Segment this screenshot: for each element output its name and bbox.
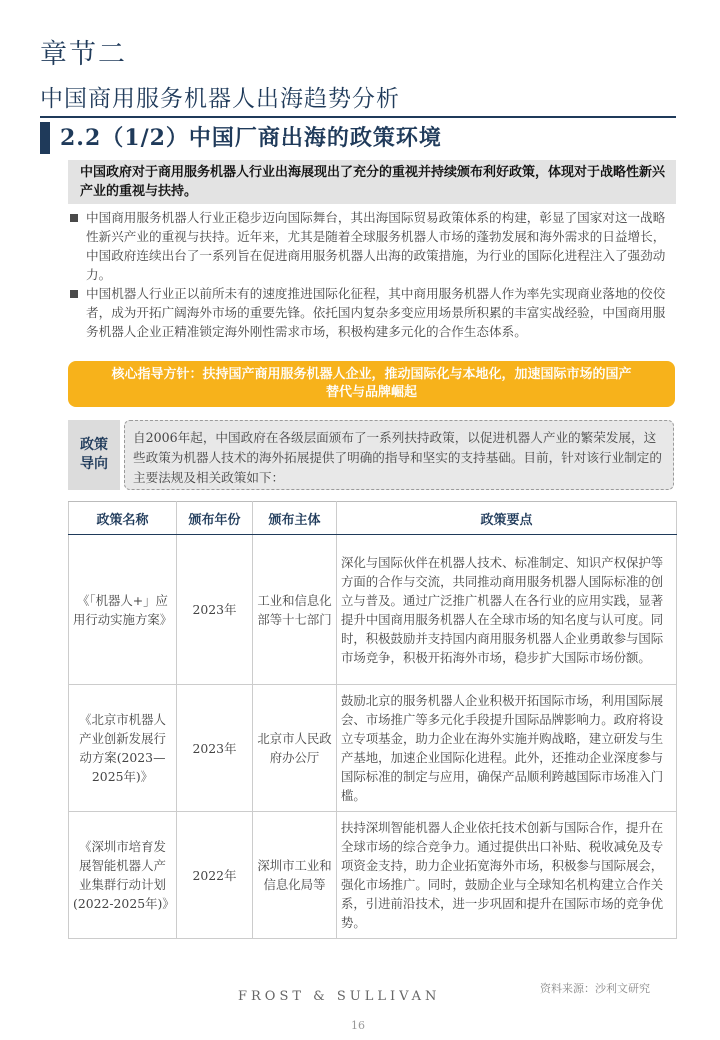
table-header-row xyxy=(69,502,677,535)
list-item xyxy=(68,208,674,284)
policy-issuer: 工业和信息化部等十七部门 xyxy=(253,535,337,685)
policy-points: 鼓励北京的服务机器人企业积极开拓国际市场，利用国际展会、市场推广等多元化手段提升国际品牌影响力。政府将设立专项基金，助力企业在海外实施并购战略，建立研发与生产基地，加速企业国际化进程。此外，还推动企业深度参与国际标准的制定与应用，确保产品顺利跨越国际市场准入门槛。 xyxy=(337,685,677,812)
policy-issuer: 深圳市工业和信息化局等 xyxy=(253,812,337,939)
column-header: 颁布年份 xyxy=(177,502,253,535)
source-note: 资料来源：沙利文研究 xyxy=(540,982,650,995)
lead-text: 中国政府对于商用服务机器人行业出海展现出了充分的重视并持续颁布利好政策，体现对于战略性新兴产业的重视与扶持。 xyxy=(80,165,666,199)
policy-name: 《北京市机器人产业创新发展行动方案(2023—2025年)》 xyxy=(69,685,177,812)
policy-issuer: 北京市人民政府办公厅 xyxy=(253,685,337,812)
lead-box xyxy=(68,160,676,204)
list-item xyxy=(68,284,674,341)
bullet-text: 中国机器人行业正以前所未有的速度推进国际化征程，其中商用服务机器人作为率先实现商业落地的佼佼者，成为开拓广阔海外市场的重要先锋。依托国内复杂多变应用场景所积累的丰富实战经验，中国商用服务机器人企业正精准锁定海外刚性需求市场，积极构建多元化的合作生态体系。 xyxy=(86,286,666,339)
bullet-list xyxy=(68,208,674,341)
chapter-subtitle: 中国商用服务机器人出海趋势分析 xyxy=(40,86,400,112)
section-marker xyxy=(40,122,50,154)
policy-table xyxy=(68,501,677,939)
square-bullet-icon xyxy=(70,290,78,298)
policy-year: 2023年 xyxy=(177,685,253,812)
guideline-banner xyxy=(68,361,675,407)
policy-name: 《深圳市培育发展智能机器人产业集群行动计划(2022-2025年)》 xyxy=(69,812,177,939)
guideline-text: 核心指导方针：扶持国产商用服务机器人企业，推动国际化与本地化，加速国际市场的国产替代与品牌崛起 xyxy=(111,367,632,400)
policy-guide-label xyxy=(68,420,120,490)
brand-logo: FROST & SULLIVAN xyxy=(238,989,441,1004)
column-header: 颁布主体 xyxy=(253,502,337,535)
column-header: 政策名称 xyxy=(69,502,177,535)
header-divider xyxy=(40,116,676,118)
policy-guide-text: 自2006年起，中国政府在各级层面颁布了一系列扶持政策，以促进机器人产业的繁荣发展，这些政策为机器人技术的海外拓展提供了明确的指导和坚实的支持基础。目前，针对该行业制定的主要法规及相关政策如下： xyxy=(133,430,662,485)
policy-guide-box xyxy=(124,420,674,490)
chapter-title: 章节二 xyxy=(40,39,127,70)
page-number: 16 xyxy=(351,1019,365,1032)
policy-guide-label-text: 政策导向 xyxy=(80,437,108,472)
square-bullet-icon xyxy=(70,214,78,222)
policy-name: 《「机器人+」应用行动实施方案》 xyxy=(69,535,177,685)
policy-year: 2023年 xyxy=(177,535,253,685)
section-title: 2.2（1/2）中国厂商出海的政策环境 xyxy=(60,125,442,151)
policy-year: 2022年 xyxy=(177,812,253,939)
policy-points: 深化与国际伙伴在机器人技术、标准制定、知识产权保护等方面的合作与交流，共同推动商用服务机器人国际标准的创立与普及。通过广泛推广机器人在各行业的应用实践，显著提升中国商用服务机器人在全球市场的知名度与认可度。同时，积极鼓励并支持国内商用服务机器人企业勇敢参与国际市场竞争，积极开拓海外市场，稳步扩大国际市场份额。 xyxy=(337,535,677,685)
table-row xyxy=(69,535,677,685)
column-header: 政策要点 xyxy=(337,502,677,535)
table-row xyxy=(69,812,677,939)
table-row xyxy=(69,685,677,812)
bullet-text: 中国商用服务机器人行业正稳步迈向国际舞台，其出海国际贸易政策体系的构建，彰显了国家对这一战略性新兴产业的重视与扶持。近年来，尤其是随着全球服务机器人市场的蓬勃发展和海外需求的日益增长，中国政府连续出台了一系列旨在促进商用服务机器人出海的政策措施，为行业的国际化进程注入了强劲动力。 xyxy=(86,210,666,282)
policy-points: 扶持深圳智能机器人企业依托技术创新与国际合作，提升在全球市场的综合竞争力。通过提供出口补贴、税收减免及专项资金支持，助力企业拓宽海外市场，积极参与国际展会，强化市场推广。同时，鼓励企业与全球知名机构建立合作关系，引进前沿技术，进一步巩固和提升在国际市场的竞争优势。 xyxy=(337,812,677,939)
